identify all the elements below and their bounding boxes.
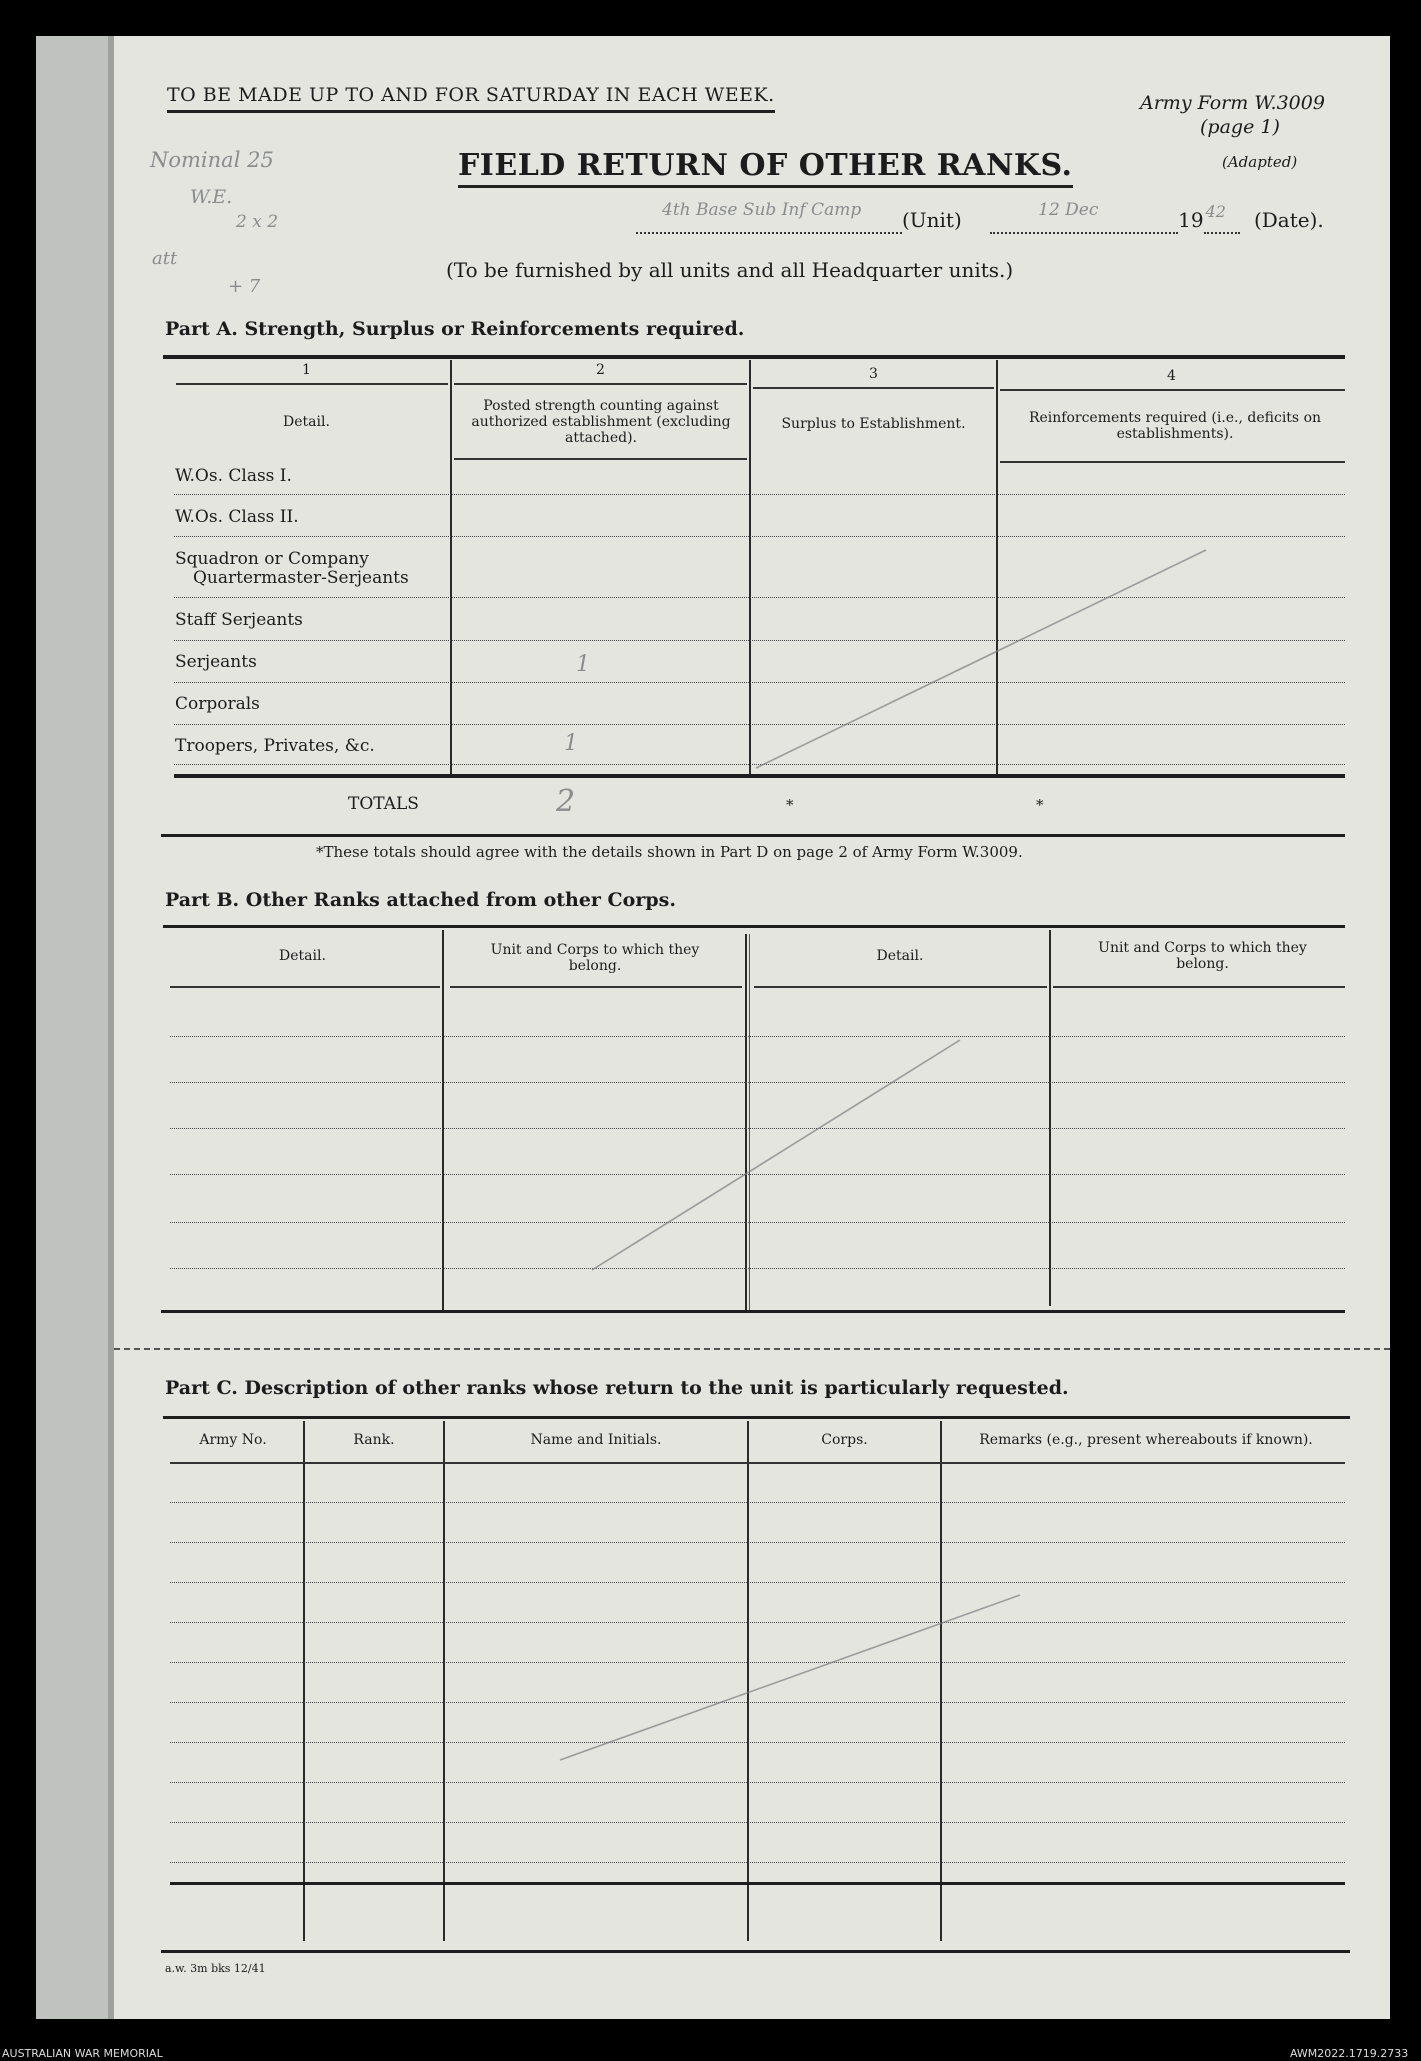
part-b-col-unit-2: Unit and Corps to which they belong. bbox=[1098, 940, 1307, 972]
totals-count: 2 bbox=[556, 784, 576, 819]
part-a-heading: Part A. Strength, Surplus or Reinforcements required. bbox=[165, 318, 745, 340]
col-number-1: 1 bbox=[302, 362, 311, 378]
strike-part-b bbox=[592, 1040, 960, 1270]
part-c-col-rank: Rank. bbox=[353, 1432, 395, 1448]
part-b-col-detail-2: Detail. bbox=[876, 948, 924, 964]
form-title: FIELD RETURN OF OTHER RANKS. bbox=[458, 148, 1073, 188]
row-staff-serjeants: Staff Serjeants bbox=[175, 610, 303, 630]
reinforcement-total-star: * bbox=[1036, 796, 1044, 814]
date-handwriting: 12 Dec bbox=[1038, 200, 1099, 220]
unit-handwriting: 4th Base Sub Inf Camp bbox=[662, 200, 862, 220]
strike-part-c bbox=[560, 1595, 1020, 1760]
surplus-total-star: * bbox=[786, 796, 794, 814]
col-header-reinforcements: Reinforcements required (i.e., deficits on establishments). bbox=[1028, 410, 1322, 442]
part-b-col-unit: Unit and Corps to which they belong. bbox=[490, 942, 700, 974]
row-cqms-line-1: Squadron or Company bbox=[175, 549, 369, 569]
col-header-detail: Detail. bbox=[283, 414, 330, 430]
col-header-posted: Posted strength counting against authorized establishment (excluding attached). bbox=[471, 398, 731, 446]
part-c-col-name: Name and Initials. bbox=[530, 1432, 662, 1448]
col-number-2: 2 bbox=[596, 362, 605, 378]
part-c-col-army-no: Army No. bbox=[199, 1432, 267, 1448]
archive-caption-right: AWM2022.1719.2733 bbox=[1290, 2047, 1409, 2060]
row-corporals: Corporals bbox=[175, 694, 260, 714]
col-number-4: 4 bbox=[1167, 368, 1176, 384]
margin-note-3: 2 x 2 bbox=[236, 212, 279, 232]
row-wo-class-1: W.Os. Class I. bbox=[175, 466, 292, 486]
year-prefix: 19 bbox=[1178, 208, 1204, 232]
row-cqms-line-2: Quartermaster-Serjeants bbox=[193, 568, 409, 588]
totals-label: TOTALS bbox=[348, 794, 419, 814]
margin-note-4: att bbox=[152, 248, 178, 269]
strike-part-a bbox=[756, 550, 1206, 768]
margin-note-5: + 7 bbox=[228, 276, 261, 297]
part-c-col-corps: Corps. bbox=[821, 1432, 868, 1448]
margin-note-2: W.E. bbox=[190, 186, 233, 208]
row-serjeants: Serjeants bbox=[175, 652, 257, 672]
row-troopers: Troopers, Privates, &c. bbox=[175, 736, 375, 756]
instruction-heading: TO BE MADE UP TO AND FOR SATURDAY IN EACH WEEK. bbox=[167, 84, 775, 113]
date-label: (Date). bbox=[1253, 208, 1324, 232]
row-wo-class-2: W.Os. Class II. bbox=[175, 507, 299, 527]
unit-label: (Unit) bbox=[902, 208, 962, 232]
page-label: (page 1) bbox=[1200, 116, 1280, 138]
part-b-heading: Part B. Other Ranks attached from other Corps. bbox=[165, 889, 676, 911]
col-header-surplus: Surplus to Establishment. bbox=[781, 416, 966, 432]
col-number-3: 3 bbox=[869, 366, 878, 382]
part-a-note: *These totals should agree with the details shown in Part D on page 2 of Army Form W.3009. bbox=[316, 843, 1023, 861]
year-handwriting: 42 bbox=[1205, 202, 1226, 221]
part-c-heading: Part C. Description of other ranks whose return to the unit is particularly requested. bbox=[165, 1377, 1069, 1399]
serjeants-count: 1 bbox=[576, 652, 590, 677]
furnish-note: (To be furnished by all units and all Headquarter units.) bbox=[446, 258, 1014, 282]
margin-note-1: Nominal 25 bbox=[150, 148, 274, 172]
archive-caption-left: AUSTRALIAN WAR MEMORIAL bbox=[2, 2047, 163, 2060]
print-code: a.w. 3m bks 12/41 bbox=[165, 1962, 266, 1975]
part-b-col-detail: Detail. bbox=[279, 948, 326, 964]
adapted-label: (Adapted) bbox=[1222, 153, 1298, 171]
form-number: Army Form W.3009 bbox=[1140, 92, 1325, 114]
part-c-col-remarks: Remarks (e.g., present whereabouts if known). bbox=[979, 1432, 1313, 1448]
troopers-count: 1 bbox=[564, 731, 578, 756]
